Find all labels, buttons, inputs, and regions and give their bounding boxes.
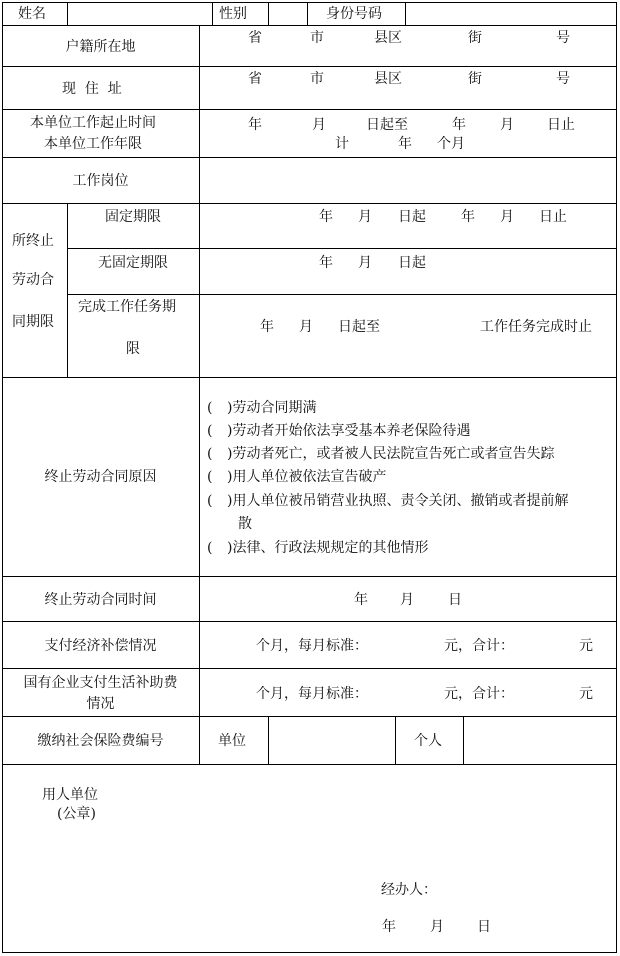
checkbox-paren[interactable]: ( bbox=[207, 423, 213, 439]
compensation-label: 支付经济补偿情况 bbox=[44, 638, 157, 654]
task-term-label: 完成工作任务期 bbox=[78, 299, 176, 315]
soe-subsidy-label-cont: 情况 bbox=[86, 696, 115, 712]
rule-row-soe-subsidy bbox=[2, 716, 617, 717]
reason-text: )劳动者死亡，或者被人民法院宣告死亡或者宣告失踪 bbox=[227, 446, 555, 462]
signature-day: 日 bbox=[477, 919, 491, 935]
work-start-year: 年 bbox=[248, 117, 262, 133]
employer-signature-label: 用人单位 bbox=[42, 787, 98, 803]
rule-row-reasons bbox=[2, 576, 617, 577]
work-end-day: 日止 bbox=[547, 117, 575, 133]
rule-row-work-period bbox=[2, 157, 617, 158]
work-total-label: 计 bbox=[335, 136, 349, 152]
termination-year: 年 bbox=[354, 592, 368, 608]
work-total-months: 个月 bbox=[437, 136, 465, 152]
rule-label-column bbox=[199, 25, 200, 765]
hukou-number: 号 bbox=[556, 30, 570, 46]
open-start-month: 月 bbox=[358, 255, 372, 271]
rule-header-id-left bbox=[307, 2, 308, 26]
rule-header-id-right bbox=[405, 2, 406, 26]
contract-term-label-2: 劳动合 bbox=[12, 272, 54, 288]
rule-header-gender-right bbox=[268, 2, 269, 26]
checkbox-paren[interactable]: ( bbox=[207, 400, 213, 416]
address-label: 现 住 址 bbox=[62, 81, 122, 97]
reason-text: )用人单位被吊销营业执照、责令关闭、撤销或者提前解 bbox=[227, 493, 569, 509]
address-street: 街 bbox=[468, 71, 482, 87]
fixed-end-month: 月 bbox=[500, 209, 514, 225]
checkbox-paren[interactable]: ( bbox=[207, 446, 213, 462]
fixed-start-year: 年 bbox=[319, 209, 333, 225]
rule-row-address bbox=[2, 109, 617, 110]
termination-date-label: 终止劳动合同时间 bbox=[44, 592, 157, 608]
hukou-label: 户籍所在地 bbox=[65, 39, 136, 55]
rule-row-contract-term bbox=[2, 377, 617, 378]
reason-option-3 bbox=[207, 445, 554, 463]
rule-contract-subcolumn bbox=[67, 203, 68, 378]
soe-standard-yuan: 元，合计： bbox=[444, 686, 514, 702]
handler-label: 经办人： bbox=[381, 882, 437, 898]
rule-row-position bbox=[2, 203, 617, 204]
checkbox-paren[interactable]: ( bbox=[207, 493, 213, 509]
hukou-city: 市 bbox=[310, 30, 324, 46]
rule-insurance-individual-right bbox=[463, 716, 464, 765]
task-end-label: 工作任务完成时止 bbox=[480, 319, 592, 335]
reason-text: )劳动者开始依法享受基本养老保险待遇 bbox=[227, 423, 471, 439]
border-right bbox=[616, 2, 617, 953]
hukou-province: 省 bbox=[248, 30, 262, 46]
reasons-label: 终止劳动合同原因 bbox=[44, 469, 157, 485]
hukou-street: 街 bbox=[468, 30, 482, 46]
open-term-label: 无固定期限 bbox=[98, 255, 168, 271]
rule-row-header bbox=[2, 25, 617, 26]
insurance-individual-label: 个人 bbox=[414, 733, 442, 749]
fixed-start-day: 日起 bbox=[398, 209, 426, 225]
address-city: 市 bbox=[310, 71, 324, 87]
open-start-day: 日起 bbox=[398, 255, 426, 271]
seal-label: (公章) bbox=[57, 806, 96, 822]
contract-term-label-1: 所终止 bbox=[12, 233, 54, 249]
compensation-standard-yuan: 元，合计： bbox=[444, 638, 514, 654]
reason-option-6 bbox=[207, 539, 428, 557]
checkbox-paren[interactable]: ( bbox=[207, 540, 213, 556]
hukou-county: 县区 bbox=[374, 30, 402, 46]
reason-option-5 bbox=[207, 492, 568, 510]
rule-header-gender-left bbox=[212, 2, 213, 26]
soe-months: 个月，每月标准： bbox=[256, 686, 368, 702]
reason-option-2 bbox=[207, 422, 470, 440]
task-term-label-cont: 限 bbox=[126, 341, 140, 357]
termination-month: 月 bbox=[400, 592, 414, 608]
task-start-day: 日起至 bbox=[338, 319, 380, 335]
address-province: 省 bbox=[248, 71, 262, 87]
fixed-end-day: 日止 bbox=[539, 209, 567, 225]
rule-row-insurance bbox=[2, 764, 617, 765]
insurance-employer-label: 单位 bbox=[218, 733, 246, 749]
rule-insurance-employer bbox=[268, 716, 269, 765]
work-period-label: 本单位工作起止时间 bbox=[30, 115, 156, 131]
reason-option-5-cont: 散 bbox=[238, 516, 252, 532]
rule-row-hukou bbox=[2, 66, 617, 67]
fixed-term-label: 固定期限 bbox=[105, 209, 161, 225]
task-start-month: 月 bbox=[299, 319, 313, 335]
open-start-year: 年 bbox=[319, 255, 333, 271]
soe-total-yuan: 元 bbox=[579, 686, 593, 702]
contract-term-label-3: 同期限 bbox=[12, 314, 54, 330]
compensation-total-yuan: 元 bbox=[579, 638, 593, 654]
work-years-label: 本单位工作年限 bbox=[44, 136, 142, 152]
fixed-end-year: 年 bbox=[461, 209, 475, 225]
border-top bbox=[2, 2, 617, 3]
rule-header-name bbox=[67, 2, 68, 26]
reason-option-1 bbox=[207, 399, 316, 417]
reason-text: )劳动合同期满 bbox=[227, 400, 317, 416]
rule-row-termination-date bbox=[2, 621, 617, 622]
task-start-year: 年 bbox=[260, 319, 274, 335]
rule-open-term bbox=[67, 294, 617, 295]
gender-label: 性别 bbox=[219, 6, 247, 22]
signature-month: 月 bbox=[430, 919, 444, 935]
work-total-year: 年 bbox=[398, 136, 412, 152]
insurance-label: 缴纳社会保险费编号 bbox=[37, 733, 164, 749]
rule-insurance-individual-left bbox=[395, 716, 396, 765]
rule-row-compensation bbox=[2, 668, 617, 669]
work-end-year: 年 bbox=[452, 117, 466, 133]
signature-year: 年 bbox=[382, 919, 396, 935]
work-end-month: 月 bbox=[500, 117, 514, 133]
reason-option-4 bbox=[207, 468, 386, 486]
compensation-months: 个月，每月标准： bbox=[256, 638, 368, 654]
fixed-start-month: 月 bbox=[358, 209, 372, 225]
reason-text: )用人单位被依法宣告破产 bbox=[227, 469, 387, 485]
id-number-label: 身份号码 bbox=[326, 6, 382, 22]
work-start-day: 日起至 bbox=[366, 117, 408, 133]
reason-text: )法律、行政法规规定的其他情形 bbox=[227, 540, 429, 556]
name-label: 姓名 bbox=[18, 6, 46, 22]
work-start-month: 月 bbox=[312, 117, 326, 133]
soe-subsidy-label: 国有企业支付生活补助费 bbox=[23, 675, 178, 691]
address-county: 县区 bbox=[374, 71, 402, 87]
checkbox-paren[interactable]: ( bbox=[207, 469, 213, 485]
address-number: 号 bbox=[556, 71, 570, 87]
border-bottom bbox=[2, 952, 617, 953]
position-label: 工作岗位 bbox=[72, 173, 129, 189]
rule-fixed-term bbox=[67, 248, 617, 249]
termination-day: 日 bbox=[448, 592, 462, 608]
